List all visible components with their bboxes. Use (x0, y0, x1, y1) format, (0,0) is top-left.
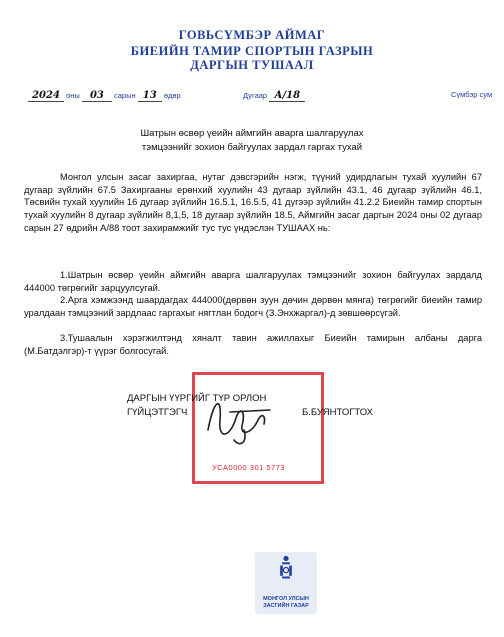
org-name-aimag: ГОВЬСҮМБЭР АЙМАГ (178, 28, 326, 42)
preamble-paragraph: Монгол улсын засаг захиргаа, нутаг дэвсгэрийн нэгж, түүний удирдлагын тухай хуулийн 67 дугаар зүйлийн 67.5 Захиргааны ерөнхий хуулийн 43 дугаар зүйлийн 43.1, 46 дугаар зүйлийн 46.1, Төсвийн тухай хуулийн 16 дугаар зүйлийн 16.5.1, 16.5.5, 41 дүгээр зүйлийн 41.2.2 Биеийн тамир спортын тухай хуулийн 8 дугаар зүйлийн 8,1,5, 18 дугаар зүйлийн 18.5, Аймгийн засаг даргын 2024 оны 02 дугаар сарын 27 өдрийн А/88 тоот захирамжийг тус тус үндэслэн ТУШААХ нь: (24, 172, 482, 233)
document-type-title: ДАРГЫН ТУШААЛ (190, 58, 314, 72)
order-item-2: 2.Арга хэмжээнд шаардагдах 444000(дөрвөн зуун дөчин дөрвөн мянга) төгрөгийг биеийн тамир уралдаан тэмцээний зардлаас гаргахыг нягтлан бодогч (З.Энхжаргал)-д зөвшөөрсүгэй. (24, 295, 482, 318)
order-number-line (243, 90, 305, 102)
date-day: 13 (138, 90, 162, 102)
signatory-title-line1: ДАРГЫН ҮҮРГИЙГ ТҮР ОРЛОН (127, 393, 267, 404)
issue-place: Сүмбэр сум (451, 90, 493, 99)
date-month: 03 (82, 90, 112, 102)
emblem-label-line2: ЗАСГИЙН ГАЗАР (263, 603, 309, 609)
subject-line-2: тэмцээнийг зохион байгуулах зардал гаргах тухай (141, 142, 363, 153)
stamp-id-text: УСА0000 301 5773 (212, 463, 286, 472)
order-item-3: 3.Тушаалын хэрэгжилтэнд хяналт тавин ажиллахыг Биеийн тамирын албаны дарга (М.Батдэлгэр)-т үүрэг болгосугай. (24, 333, 482, 356)
date-year: 2024 (28, 90, 64, 102)
signatory-title-line2: ГҮЙЦЭТГЭГЧ (127, 407, 188, 418)
subject-line-1: Шатрын өсвөр үеийн аймгийн аварга шалгаруулах (140, 128, 364, 139)
order-item-1: 1.Шатрын өсвөр үеийн аймгийн аварга шалгаруулах тэмцээнийг зохион байгуулах зардалд 444000 төгрөгийг зарцуулсугай. (24, 270, 482, 293)
signatory-name: Б.БУЯНТОГТОХ (302, 407, 374, 418)
date-month-suffix: сарын (114, 91, 136, 100)
order-number-label: Дугаар (243, 91, 268, 100)
date-line (28, 90, 181, 102)
date-day-suffix: өдөр (163, 91, 181, 100)
emblem-label-line1: МОНГОЛ УЛСЫН (263, 596, 309, 602)
org-name-department: БИЕИЙН ТАМИР СПОРТЫН ГАЗРЫН (130, 44, 374, 58)
soyombo-icon (255, 552, 317, 592)
date-year-suffix: оны (66, 91, 80, 100)
order-number: А/18 (269, 90, 305, 102)
